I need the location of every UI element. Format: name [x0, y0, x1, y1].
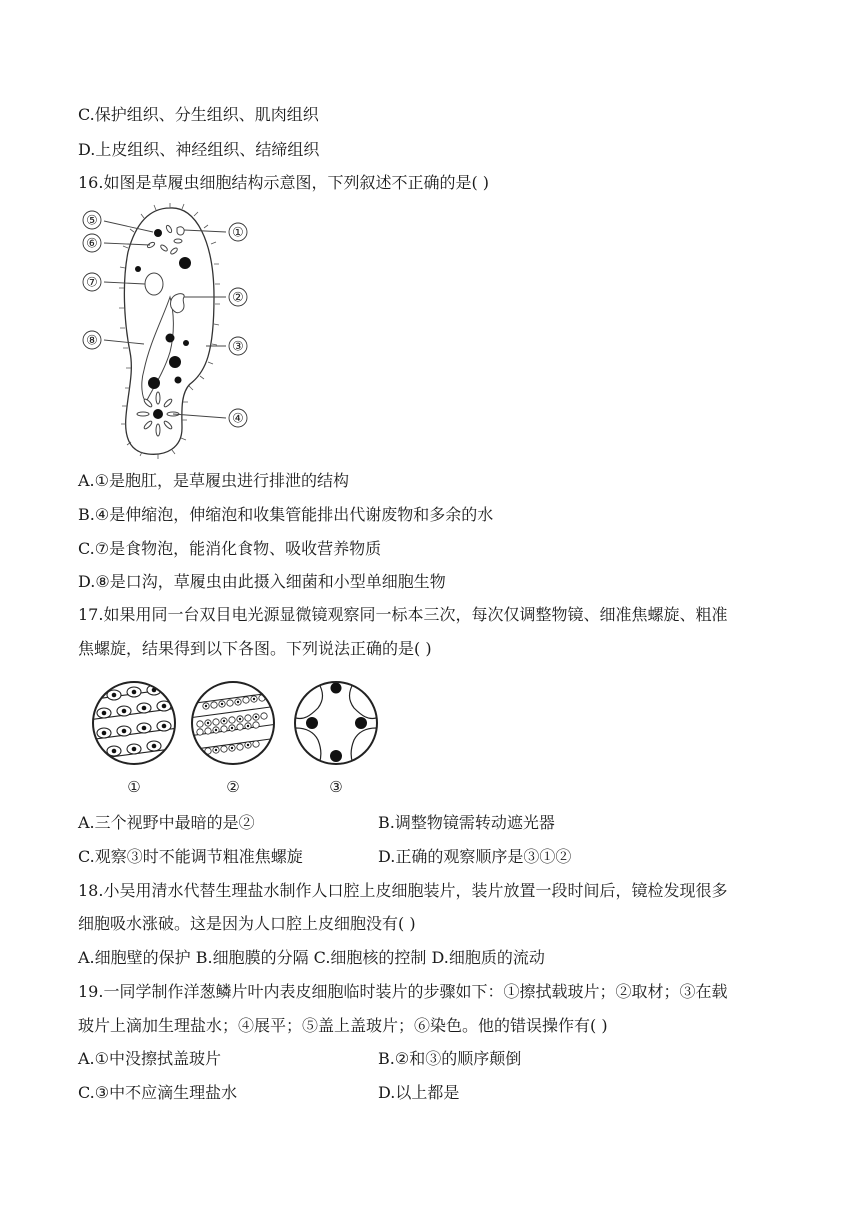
view-label-2: ②: [226, 778, 240, 796]
q17-stem-line1: 17.如果用同一台双目电光源显微镜观察同一标本三次，每次仅调整物镜、细准焦螺旋、粗准: [78, 605, 728, 624]
label-7: ⑦: [86, 275, 98, 291]
q19-option-a: A.①中没擦拭盖玻片: [78, 1049, 221, 1068]
q15-option-c: C.保护组织、分生组织、肌肉组织: [78, 105, 319, 124]
q15-option-d: D.上皮组织、神经组织、结缔组织: [78, 140, 320, 159]
q18-stem-line2: 细胞吸水涨破。这是因为人口腔上皮细胞没有( ): [78, 914, 416, 933]
q16-option-c: C.⑦是食物泡，能消化食物、吸收营养物质: [78, 539, 382, 558]
q19-stem-line2: 玻片上滴加生理盐水；④展平；⑤盖上盖玻片；⑥染色。他的错误操作有( ): [78, 1016, 608, 1035]
q17-stem-line2: 焦螺旋，结果得到以下各图。下列说法正确的是( ): [78, 639, 432, 658]
q17-option-a: A.三个视野中最暗的是②: [78, 813, 255, 832]
q16-stem: 16.如图是草履虫细胞结构示意图，下列叙述不正确的是( ): [78, 173, 490, 192]
view-label-3: ③: [329, 778, 343, 796]
q16-option-a: A.①是胞肛，是草履虫进行排泄的结构: [78, 471, 349, 490]
q17-option-d: D.正确的观察顺序是③①②: [378, 847, 572, 866]
q18-stem-line1: 18.小吴用清水代替生理盐水制作人口腔上皮细胞装片，装片放置一段时间后，镜检发现很多: [78, 881, 728, 900]
q16-option-b: B.④是伸缩泡，伸缩泡和收集管能排出代谢废物和多余的水: [78, 505, 494, 524]
label-1: ①: [232, 225, 244, 241]
label-4: ④: [232, 411, 244, 427]
q16-option-d: D.⑧是口沟，草履虫由此摄入细菌和小型单细胞生物: [78, 572, 446, 591]
q17-option-b: B.调整物镜需转动遮光器: [378, 813, 555, 832]
label-6: ⑥: [86, 236, 98, 252]
label-2: ②: [232, 290, 244, 306]
q18-options: A.细胞壁的保护 B.细胞膜的分隔 C.细胞核的控制 D.细胞质的流动: [78, 948, 545, 967]
q17-option-c: C.观察③时不能调节粗准焦螺旋: [78, 847, 303, 866]
q19-option-d: D.以上都是: [378, 1083, 460, 1102]
label-8: ⑧: [86, 333, 98, 349]
label-5: ⑤: [86, 213, 98, 229]
q19-option-b: B.②和③的顺序颠倒: [378, 1049, 522, 1068]
paramecium-diagram: [78, 202, 268, 460]
label-3: ③: [232, 339, 244, 355]
microscope-views: [78, 678, 398, 802]
q19-stem-line1: 19.一同学制作洋葱鳞片叶内表皮细胞临时装片的步骤如下：①擦拭载玻片；②取材；③在载: [78, 982, 728, 1001]
q19-option-c: C.③中不应滴生理盐水: [78, 1083, 238, 1102]
view-label-1: ①: [127, 778, 141, 796]
